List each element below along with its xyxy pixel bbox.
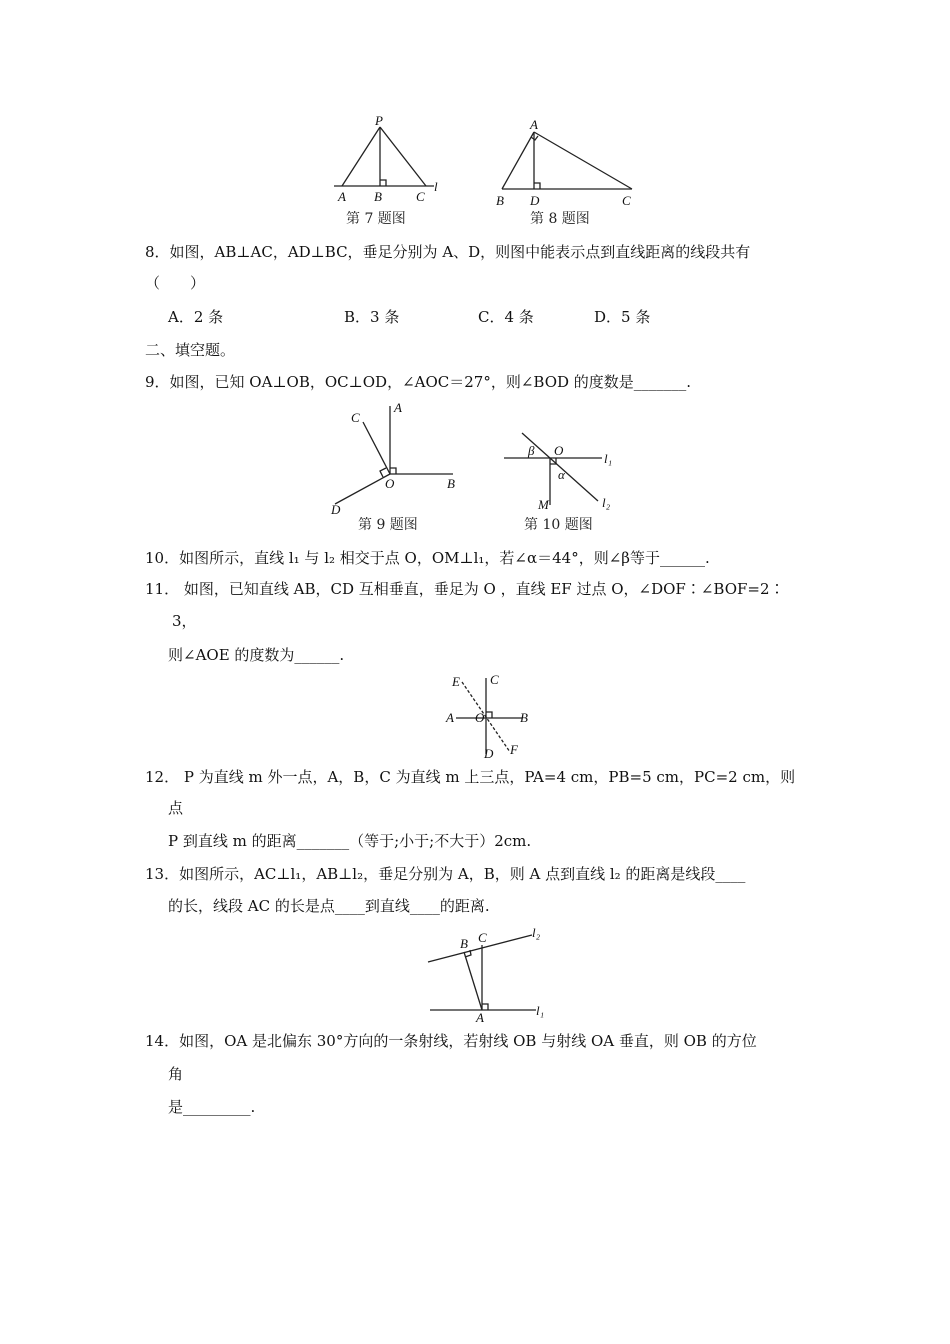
figure-10 [500,425,630,517]
fig7-segment-PA [342,127,380,186]
fig9-label-D: D [331,502,341,517]
q11-line1: 11． 如图，已知直线 AB，CD 互相垂直，垂足为 O ，直线 EF 过点 O，∠DOF∶∠BOF=2∶ [145,580,785,598]
figure-8 [490,115,640,207]
fig13-label-l1: l₁ [536,1003,545,1018]
fig13-label-l2: l₂ [532,925,541,940]
q12-line3: P 到直线 m 的距离_______（等于;小于;不大于）2cm. [168,832,532,850]
fig8-label-C: C [622,193,631,208]
fig8-caption: 第 8 题图 [530,211,590,227]
fig7-segment-PC [380,127,426,186]
fig11-label-C: C [490,672,499,687]
q8-option-b: B．3 条 [344,308,400,326]
q14-line1: 14．如图，OA 是北偏东 30°方向的一条射线，若射线 OB 与射线 OA 垂直，则 OB 的方位 [145,1032,757,1050]
fig10-label-O: O [554,443,564,458]
fig7-label-P: P [375,113,383,128]
figure-7 [330,115,450,205]
fig9-label-A: A [394,400,402,415]
q8-option-d: D．5 条 [594,308,651,326]
q8-line2: （ ） [145,274,206,292]
fig11-label-B: B [520,710,528,725]
q13-line2: 的长，线段 AC 的长是点____到直线____的距离. [168,897,490,915]
fig10-label-alpha: α [558,467,565,482]
q12-line2: 点 [168,799,184,817]
fig8-label-D: D [530,193,540,208]
q13-line1: 13．如图所示，AC⊥l₁，AB⊥l₂，垂足分别为 A，B，则 A 点到直线 l₂ 的距离是线段____ [145,865,746,883]
figure-9 [325,400,465,515]
q14-line3: 是_________. [168,1098,256,1116]
q12-line1: 12． P 为直线 m 外一点，A，B，C 为直线 m 上三点，PA=4 cm，PB=5 cm，PC=2 cm，则 [145,768,796,786]
fig10-label-M: M [538,497,549,512]
fig9-ray-OC [363,422,390,474]
q8-line1: 8．如图，AB⊥AC，AD⊥BC，垂足分别为 A、D，则图中能表示点到直线距离的线段共有 [145,243,751,261]
q14-line2: 角 [168,1065,184,1083]
q11-line3: 则∠AOE 的度数为______. [168,646,345,664]
fig13-label-C: C [478,930,487,945]
fig7-label-A: A [338,189,346,204]
fig11-label-E: E [452,674,460,689]
q8-option-c: C．4 条 [478,308,534,326]
fig9-label-B: B [447,476,455,491]
fig8-right-angle-mark-D [534,183,540,189]
fig9-label-O: O [385,476,395,491]
fig8-segment-AB [502,132,534,189]
fig9-ray-OD [335,474,390,504]
q10-line1: 10．如图所示，直线 l₁ 与 l₂ 相交于点 O，OM⊥l₁，若∠α＝44°，则∠β等于______. [145,549,710,567]
fig9-right-angle-mark-AOB [390,468,396,474]
fig9-caption: 第 9 题图 [358,517,418,533]
fig13-label-A: A [476,1010,484,1025]
fig7-label-l: l [434,179,438,194]
fig7-label-B: B [374,189,382,204]
fig8-label-B: B [496,193,504,208]
fig11-label-O: O [475,710,485,725]
fig8-segment-AC [534,132,632,189]
q9-line1: 9．如图，已知 OA⊥OB，OC⊥OD，∠AOC＝27°，则∠BOD 的度数是_______. [145,373,692,391]
section-heading: 二、填空题。 [145,341,236,359]
fig7-right-angle-mark [380,180,386,186]
figure-13 [420,925,555,1025]
q11-line2: 3， [172,612,197,630]
fig11-right-angle-mark [486,712,492,718]
fig7-label-C: C [416,189,425,204]
fig7-caption: 第 7 题图 [346,211,406,227]
fig13-label-B: B [460,936,468,951]
fig10-caption: 第 10 题图 [524,517,593,533]
fig10-label-l2: l₂ [602,495,611,510]
fig11-label-D: D [484,746,494,761]
fig13-segment-AB [464,952,482,1010]
figure-11 [440,670,540,762]
fig11-label-A: A [446,710,454,725]
fig8-label-A: A [530,117,538,132]
fig10-label-beta: β [528,443,535,458]
fig9-label-C: C [351,410,360,425]
fig10-label-l1: l₁ [604,451,613,466]
fig11-label-F: F [510,742,518,757]
q8-option-a: A．2 条 [168,308,224,326]
